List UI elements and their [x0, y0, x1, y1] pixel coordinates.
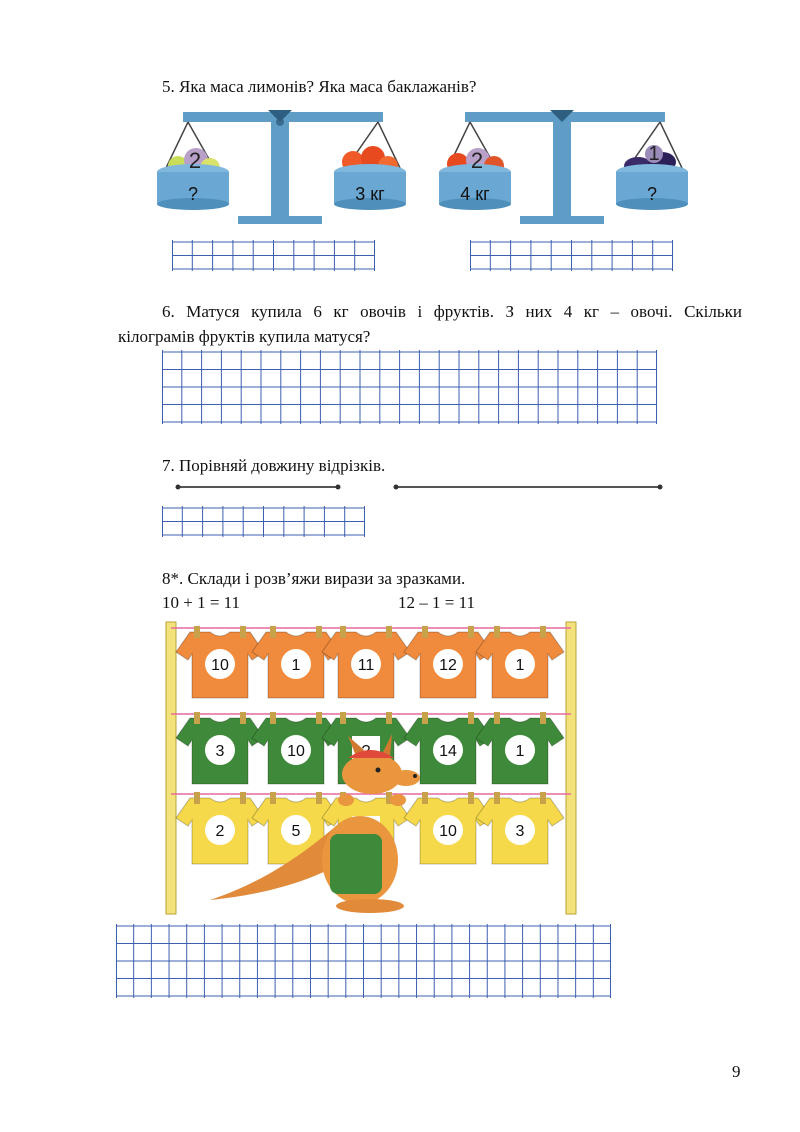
segments	[170, 480, 670, 494]
right-pan-weight-label: 3 кг	[355, 184, 385, 204]
page-number: 9	[732, 1062, 741, 1081]
shirt-number: 14	[439, 743, 457, 760]
left-pan-mass-label: 4 кг	[460, 184, 490, 204]
balance-scale-eggplants	[430, 108, 700, 228]
shirt-number: 2	[215, 823, 225, 840]
balance-scale-lemons	[148, 108, 418, 228]
shirt-1-2	[252, 626, 340, 698]
task5-text: 5. Яка маса лимонів? Яка маса баклажанів?	[162, 77, 477, 96]
shirt-number: 1	[291, 657, 301, 674]
answer-grid-task7[interactable]	[162, 506, 365, 537]
shirt-1-1	[176, 626, 264, 698]
shirt-number: 12	[439, 657, 457, 674]
shirt-number: 10	[211, 657, 229, 674]
answer-grid-task8[interactable]	[116, 924, 611, 998]
clothesline-illustration	[160, 618, 590, 918]
task6-text-line1: 6. Матуся купила 6 кг овочів і фруктів. З них 4 кг – овочі. Скільки	[162, 302, 742, 321]
left-pan-weight-label: 2	[470, 148, 484, 173]
task6-text-line2: кілограмів фруктів купила матуся?	[118, 327, 371, 346]
shirt-1-5	[476, 626, 564, 698]
shirt-2-2	[252, 712, 340, 784]
shirt-3-1	[176, 792, 264, 864]
left-pan-weight-label: 2	[188, 148, 202, 173]
task8-text: 8*. Склади і розв’яжи вирази за зразками.	[162, 569, 466, 588]
shirt-3-5	[476, 792, 564, 864]
example-subtraction: 12 – 1 = 11	[398, 593, 475, 612]
left-pan-unknown-label: ?	[187, 184, 199, 204]
right-pan-unknown-label: ?	[646, 184, 658, 204]
shirt-number: 11	[357, 657, 375, 674]
shirt-2-1	[176, 712, 264, 784]
example-addition: 10 + 1 = 11	[162, 593, 241, 612]
shirt-number: 1	[515, 657, 525, 674]
shirt-1-3	[322, 626, 410, 698]
shirt-number: 3	[215, 743, 225, 760]
shirt-2-5	[476, 712, 564, 784]
shirt-number: 10	[439, 823, 457, 840]
answer-grid-task6[interactable]	[162, 350, 657, 424]
task7-text: 7. Порівняй довжину відрізків.	[162, 456, 386, 475]
shirt-number: 10	[287, 743, 305, 760]
answer-grid-task5-right[interactable]	[470, 240, 673, 271]
answer-grid-task5-left[interactable]	[172, 240, 375, 271]
right-pan-weight-label: 1	[648, 143, 660, 165]
shirt-1-4	[404, 626, 492, 698]
shirt-number: 3	[515, 823, 525, 840]
shirt-3-4	[404, 792, 492, 864]
shirt-number: 5	[291, 823, 301, 840]
shirt-number: 1	[515, 743, 525, 760]
